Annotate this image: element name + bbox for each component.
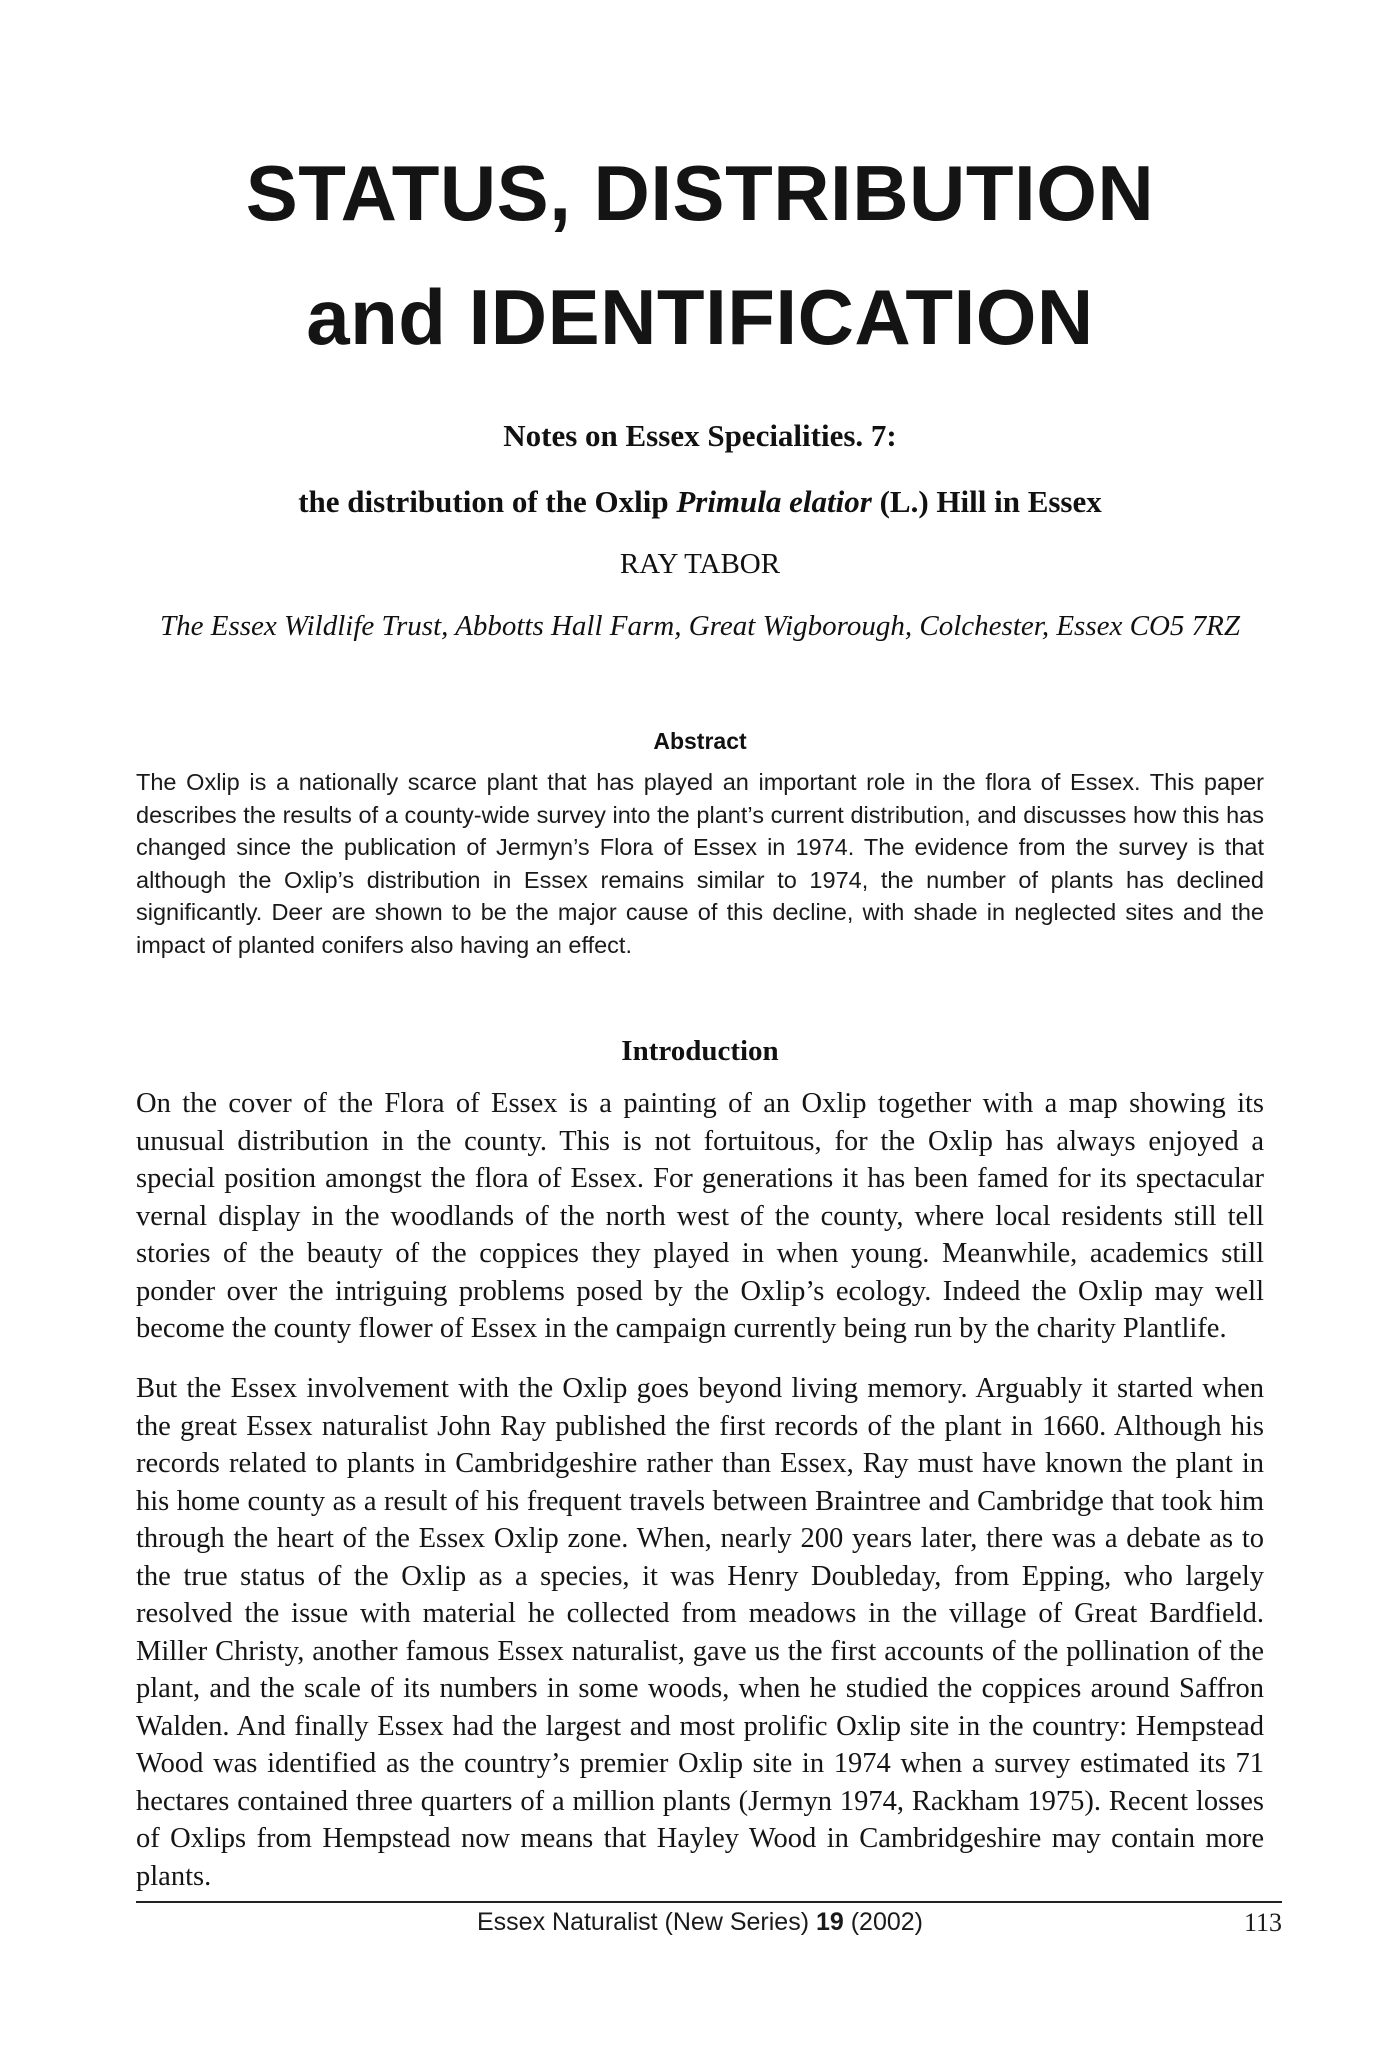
introduction-paragraph-1: On the cover of the Flora of Essex is a painting of an Oxlip together with a map showing its unusual distribution in the county. This is not fortuitous, for the Oxlip has always enjoyed a special position amongst the flora of Essex. For generations it has been famed for its spectacular vernal display in the woodlands of the north west of the county, where local residents still tell stories of the beauty of the coppices they played in when young. Meanwhile, academics still ponder over the intriguing problems posed by the Oxlip’s ecology. Indeed the Oxlip may well become the county flower of Essex in the campaign currently being run by the charity Plantlife.	[136, 1088, 1264, 1344]
journal-name: Essex Naturalist (New Series)	[476, 1908, 816, 1936]
article-title-post: (L.) Hill in Essex	[871, 484, 1102, 519]
abstract-text: The Oxlip is a nationally scarce plant that has played an important role in the flora of Essex. This paper describes the results of a county-wide survey into the plant’s current distribution, and discusses how this has changed since the publication of Jermyn’s Flora of Essex in 1974. The evidence from the survey is that although the Oxlip’s distribution in Essex remains similar to 1974, the number of plants has declined significantly. Deer are shown to be the major cause of this decline, with shade in neglected sites and the impact of planted conifers also having an effect.	[136, 769, 1264, 958]
article-title-pre: the distribution of the Oxlip	[298, 484, 677, 519]
page-number: 113	[1243, 1908, 1282, 1937]
introduction-heading: Introduction	[621, 1035, 779, 1067]
species-name: Primula elatior	[676, 484, 872, 519]
journal-year: (2002)	[843, 1908, 923, 1936]
journal-citation	[0, 1908, 1400, 1937]
journal-volume: 19	[815, 1908, 844, 1936]
series-subtitle: Notes on Essex Specialities. 7:	[503, 418, 897, 453]
article-title	[0, 484, 1400, 520]
banner-title-line-2: and IDENTIFICATION	[306, 273, 1094, 361]
banner-title-line-1: STATUS, DISTRIBUTION	[245, 149, 1155, 237]
footer-rule	[136, 1901, 1282, 1903]
author-name: RAY TABOR	[619, 548, 781, 580]
introduction-paragraph-2: But the Essex involvement with the Oxlip goes beyond living memory. Arguably it started when the great Essex naturalist John Ray published the first records of the plant in 1660. Although his records related to plants in Cambridgeshire rather than Essex, Ray must have known the plant in his home county as a result of his frequent travels between Braintree and Cambridge that took him through the heart of the Essex Oxlip zone. When, nearly 200 years later, there was a debate as to the true status of the Oxlip as a species, it was Henry Doubleday, from Epping, who largely resolved the issue with material he collected from meadows in the village of Great Bardfield. Miller Christy, another famous Essex naturalist, gave us the first accounts of the pollination of the plant, and the scale of its numbers in some woods, when he studied the coppices around Saffron Walden. And finally Essex had the largest and most prolific Oxlip site in the country: Hempstead Wood was identified as the country’s premier Oxlip site in 1974 when a survey estimated its 71 hectares contained three quarters of a million plants (Jermyn 1974, Rackham 1975). Recent losses of Oxlips from Hempstead now means that Hayley Wood in Cambridgeshire may contain more plants.	[136, 1373, 1264, 1892]
abstract-heading: Abstract	[653, 728, 747, 754]
author-affiliation: The Essex Wildlife Trust, Abbotts Hall Farm, Great Wigborough, Colchester, Essex CO5 7RZ	[160, 610, 1240, 642]
